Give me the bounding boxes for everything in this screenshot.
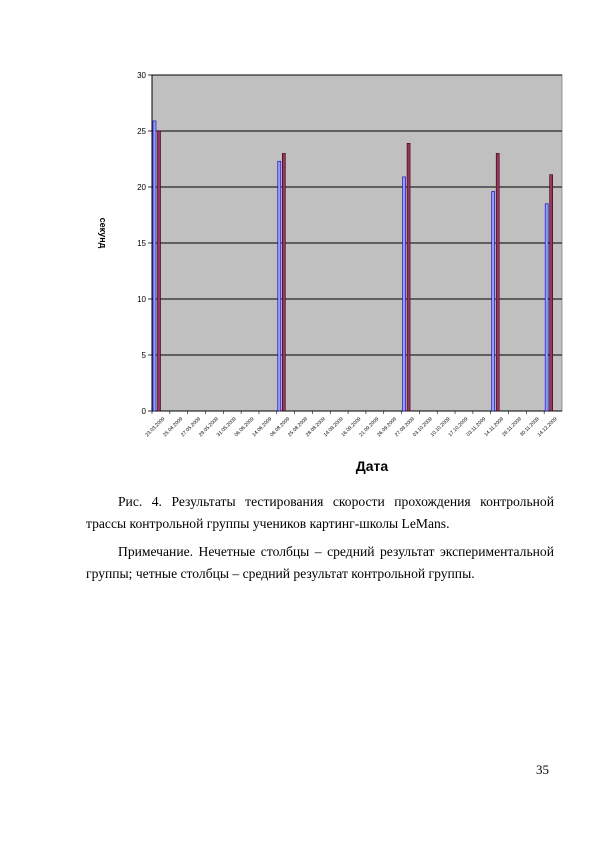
bar-series-2 xyxy=(282,153,285,411)
bar-series-1 xyxy=(492,191,495,411)
x-tick-label: 14.11.2009 xyxy=(483,416,506,438)
bar-series-1 xyxy=(153,121,156,411)
page-number: 35 xyxy=(536,762,549,777)
x-tick-label: 26.09.2009 xyxy=(376,416,399,439)
x-tick-label: 27.05.2009 xyxy=(180,416,202,439)
chart-area xyxy=(100,60,564,480)
bar-series-2 xyxy=(407,143,410,411)
x-tick-label: 23.03.2009 xyxy=(144,416,167,439)
x-tick-label: 16.09.2009 xyxy=(340,416,363,439)
bar-series-2 xyxy=(496,153,499,411)
x-tick-label: 17.10.2009 xyxy=(447,416,470,439)
x-tick-label: 25.08.2009 xyxy=(286,416,309,439)
bar-series-1 xyxy=(403,177,406,411)
figure-caption-text: Рис. 4. Результаты тестирования скорости прохождения контрольной трассы контрольной группы учеников картинг-школы LeMans. xyxy=(86,494,554,531)
figure-caption xyxy=(86,491,554,535)
x-tick-label: 06.08.2009 xyxy=(269,416,292,439)
x-tick-label: 26.11.2009 xyxy=(501,416,523,438)
bar-series-2 xyxy=(550,175,553,411)
bar-series-2 xyxy=(158,131,161,411)
y-tick-label: 10 xyxy=(137,295,146,304)
x-tick-label: 30.11.2009 xyxy=(518,416,541,438)
x-tick-label: 14.09.2009 xyxy=(322,416,345,439)
x-tick-label: 28.08.2009 xyxy=(304,416,327,439)
x-tick-label: 29.05.2009 xyxy=(197,416,220,439)
y-tick-label: 25 xyxy=(137,127,146,136)
x-tick-label: 25.04.2009 xyxy=(162,416,185,439)
x-axis-title: Дата xyxy=(355,458,389,474)
x-tick-label: 10.10.2009 xyxy=(429,416,452,439)
x-tick-label: 21.09.2009 xyxy=(358,416,381,439)
x-tick-label: 03.10.2009 xyxy=(411,416,434,439)
y-axis-title: секунд xyxy=(98,217,108,249)
figure-note-text: Примечание. Нечетные столбцы – средний результат экспериментальной группы; четные столбцы – средний результат контрольной группы. xyxy=(86,544,554,581)
x-tick-label: 03.11.2009 xyxy=(465,416,488,438)
y-tick-label: 20 xyxy=(137,183,146,192)
x-tick-label: 06.06.2009 xyxy=(233,416,256,439)
x-tick-label: 27.09.2009 xyxy=(393,416,416,439)
y-tick-label: 0 xyxy=(141,407,146,416)
figure-note xyxy=(86,541,554,585)
bar-chart xyxy=(100,60,564,480)
bar-series-1 xyxy=(278,161,281,411)
y-tick-label: 5 xyxy=(141,351,146,360)
bar-series-1 xyxy=(545,204,548,411)
x-tick-label: 31.05.2009 xyxy=(215,416,238,439)
x-tick-label: 14.12.2009 xyxy=(536,416,559,439)
y-tick-label: 30 xyxy=(137,71,146,80)
y-tick-label: 15 xyxy=(137,239,146,248)
x-tick-label: 14.06.2009 xyxy=(251,416,274,439)
